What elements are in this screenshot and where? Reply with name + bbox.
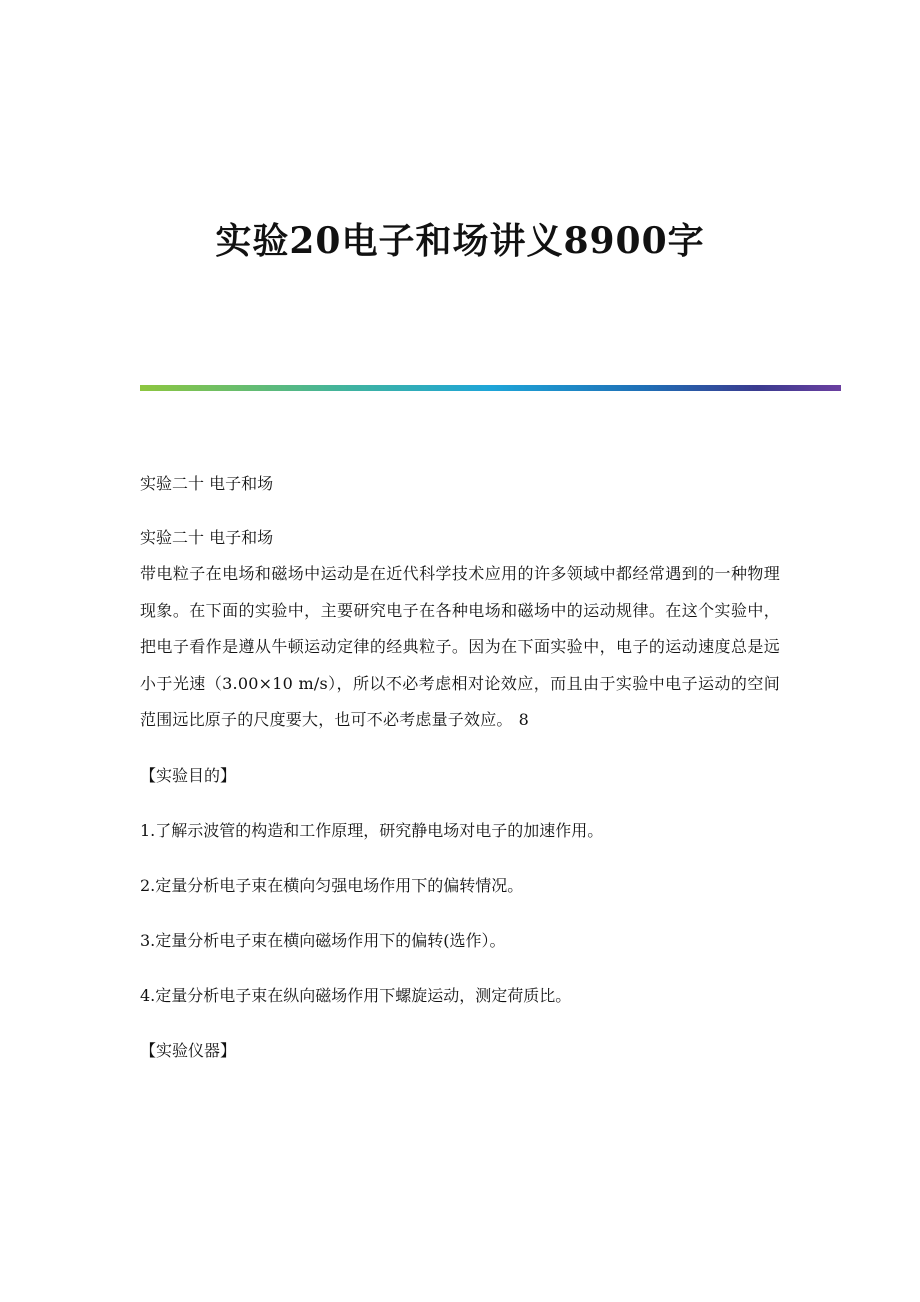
document-title: 实验20电子和场讲义8900字 [215,220,705,262]
intro-footnote: 8 [518,710,529,729]
section-heading: 实验二十 电子和场 [140,474,274,493]
objective-item: 1.了解示波管的构造和工作原理，研究静电场对电子的加速作用。 [140,820,604,840]
document-body [140,466,780,1069]
objective-item: 2.定量分析电子束在横向匀强电场作用下的偏转情况。 [140,875,524,895]
title-divider [140,385,841,391]
objective-item: 3.定量分析电子束在横向磁场作用下的偏转(选作）。 [140,930,506,950]
instruments-heading: 【实验仪器】 [140,1040,237,1060]
objective-item: 4.定量分析电子束在纵向磁场作用下螺旋运动，测定荷质比。 [140,985,572,1005]
objectives-heading: 【实验目的】 [140,765,237,785]
intro-paragraph [140,556,780,739]
intro-text: 带电粒子在电场和磁场中运动是在近代科学技术应用的许多领域中都经常遇到的一种物理现象。在下面的实验中，主要研究电子在各种电场和磁场中的运动规律。在这个实验中，把电子看作是遵从牛顿运动定律的经典粒子。因为在下面实验中，电子的运动速度总是远小于光速（3.00×10 m/s），所以不必考虑相对论效应，而且由于实验中电子运动的空间范围远比原子的尺度要大，也可不必考虑量子效应。 [140,564,780,729]
section-subheading: 实验二十 电子和场 [140,528,274,547]
